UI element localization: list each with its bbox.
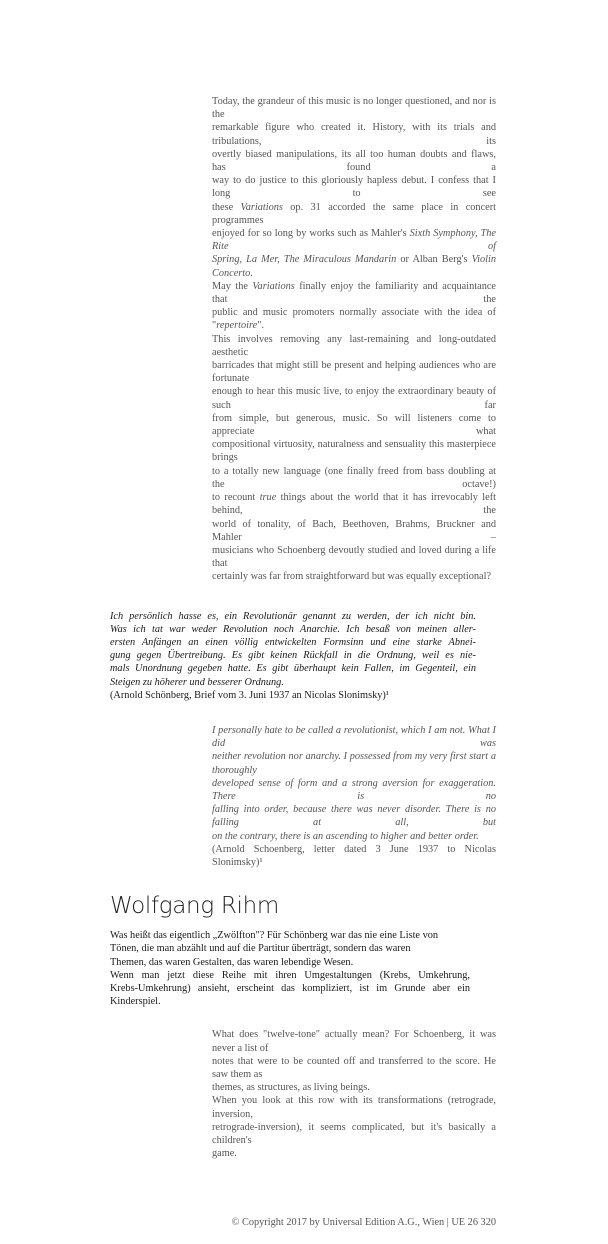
- text-line: [110, 610, 476, 623]
- text-line: [212, 174, 496, 200]
- italic-text: Steigen zu höherer und besserer Ordnung.: [110, 676, 284, 688]
- text: Tönen, die man abzählt und auf die Partitur überträgt, sondern das waren: [110, 943, 411, 955]
- text-line: [110, 623, 476, 636]
- text-line: [212, 385, 496, 411]
- italic-text: Was ich tat war weder Revolution noch Anarchie. Ich besaß von meinen aller-: [110, 623, 476, 635]
- text: finally enjoy the familiarity and acquaintance that the: [212, 280, 496, 306]
- text: enough to hear this music live, to enjoy the extraordinary beauty of such far: [212, 386, 496, 411]
- essay-english: [212, 95, 496, 584]
- text-line: [212, 253, 496, 279]
- text-line: [212, 803, 496, 829]
- quote-german: [110, 610, 476, 702]
- italic-text: Sixth Symphony, The Rite of: [212, 228, 496, 253]
- text-line: [110, 969, 470, 982]
- text-line: [212, 412, 496, 438]
- text-line: [212, 491, 496, 517]
- italic-text: developed sense of form and a strong aversion for exaggeration. There is no: [212, 777, 496, 802]
- text-line: [110, 689, 476, 702]
- text: compositional virtuosity, naturalness and sensuality this masterpiece brings: [212, 439, 496, 464]
- italic-text: Violin Concerto.: [212, 254, 496, 279]
- text: from simple, but generous, music. So will listeners come to appreciate what: [212, 412, 496, 438]
- text-line: [110, 929, 470, 942]
- text-line: [110, 982, 470, 995]
- text: way to do justice to this gloriously hapless debut. I confess that I long to see: [212, 175, 496, 200]
- text: Today, the grandeur of this music is no longer questioned, and nor is the: [212, 96, 496, 121]
- text: Krebs-Umkehrung) ansieht, erscheint das kompliziert, ist im Grunde aber ein: [110, 982, 470, 994]
- quote-english: [212, 724, 496, 869]
- text-line: [212, 1094, 496, 1120]
- text-line: [212, 465, 496, 491]
- copyright-footer: © Copyright 2017 by Universal Edition A.G., Wien | UE 26 320: [231, 1217, 496, 1229]
- italic-text: on the contrary, there is an ascending to higher and better order.: [212, 830, 479, 842]
- text-line: [110, 676, 476, 689]
- text-line: [212, 843, 496, 869]
- italic-text: ersten Anfängen an einen völlig entwickelten Formsinn und eine starke Abnei-: [110, 636, 476, 648]
- text: themes, as structures, as living beings.: [212, 1082, 370, 1094]
- text-line: [110, 956, 470, 969]
- text: (Arnold Schönberg, Brief vom 3. Juni 1937 an Nicolas Slonimsky)¹: [110, 689, 389, 701]
- text: world of tonality, of Bach, Beethoven, Brahms, Bruckner and Mahler –: [212, 518, 496, 543]
- text: Was heißt das eigentlich „Zwölfton"? Für Schönberg war das nie eine Liste von: [110, 930, 439, 942]
- text: barricades that might still be present and helping audiences who are fortunate: [212, 360, 496, 385]
- text-line: [212, 570, 496, 583]
- text: retrograde-inversion), it seems complicated, but it's basically a children's: [212, 1121, 496, 1147]
- text-line: [212, 1028, 496, 1054]
- text-line: [212, 1147, 496, 1160]
- text: these: [212, 201, 241, 213]
- italic-text: repertoire: [216, 320, 258, 332]
- text-line: [212, 750, 496, 776]
- text-line: [212, 333, 496, 359]
- italic-text: Variations: [240, 201, 283, 213]
- italic-text: true: [259, 492, 277, 504]
- text-line: [212, 280, 496, 306]
- text: When you look at this row with its transformations (retrograde, inversion,: [212, 1095, 496, 1120]
- text: notes that were to be counted off and transferred to the score. He saw them as: [212, 1055, 496, 1080]
- text: or Alban Berg's: [396, 254, 472, 266]
- text: certainly was far from straightforward but was equally exceptional?: [212, 571, 492, 583]
- italic-text: Variations: [252, 280, 295, 292]
- text: remarkable figure who created it. History, with its trials and tribulations, its: [212, 122, 496, 147]
- text-line: [212, 95, 496, 121]
- text: This involves removing any last-remaining and long-outdated aesthetic: [212, 333, 496, 358]
- text: op. 31 accorded the same place in concert programmes: [212, 201, 497, 226]
- text-line: [212, 201, 496, 227]
- section-heading: Wolfgang Rihm: [110, 893, 279, 920]
- text: Themen, das waren Gestalten, das waren lebendige Wesen.: [110, 956, 354, 968]
- italic-text: neither revolution nor anarchy. I possessed from my very first start a thoroughly: [212, 751, 496, 776]
- text: to a totally new language (one finally freed from bass doubling at the octave!): [212, 465, 496, 490]
- text-line: [212, 777, 496, 803]
- text-line: [110, 995, 470, 1008]
- text-line: [110, 636, 476, 649]
- text-line: [212, 121, 496, 147]
- text: musicians who Schoenberg devoutly studied and loved during a life that: [212, 544, 496, 570]
- text-line: [110, 942, 470, 955]
- text: things about the world that it has irrevocably left behind, the: [212, 492, 496, 517]
- text-line: [212, 724, 496, 750]
- text-line: [110, 662, 476, 675]
- text: What does "twelve-tone" actually mean? For Schoenberg, it was never a list of: [212, 1029, 496, 1054]
- text-line: [110, 649, 476, 662]
- text-line: [212, 1055, 496, 1081]
- text: public and music promoters normally associate with the idea of ": [212, 307, 496, 332]
- text-line: [212, 306, 496, 332]
- italic-text: Spring, La Mer, The Miraculous Mandarin: [212, 254, 397, 266]
- rihm-english: [212, 1028, 496, 1160]
- text-line: [212, 438, 496, 464]
- text-line: [212, 1081, 496, 1094]
- text: ".: [257, 320, 264, 332]
- text-line: [212, 227, 496, 253]
- italic-text: I personally hate to be called a revolutionist, which I am not. What I did was: [212, 724, 496, 750]
- text-line: [212, 830, 496, 843]
- text: overtly biased manipulations, its all too human doubts and flaws, has found a: [212, 148, 496, 174]
- text: enjoyed for so long by works such as Mahler's: [212, 228, 410, 240]
- text-line: [212, 148, 496, 174]
- italic-text: Ich persönlich hasse es, ein Revolutionär genannt zu werden, der ich nicht bin.: [110, 610, 476, 622]
- text-line: [212, 544, 496, 570]
- text-line: [212, 518, 496, 544]
- text: game.: [212, 1148, 237, 1160]
- text: (Arnold Schoenberg, letter dated 3 June 1937 to Nicolas Slonimsky)¹: [212, 843, 496, 868]
- text-line: [212, 359, 496, 385]
- rihm-german: [110, 929, 470, 1008]
- italic-text: mals Unordnung gegeben hatte. Es gibt überhaupt kein Fallen, im Gegenteil, ein: [110, 663, 476, 675]
- text: Kinderspiel.: [110, 996, 161, 1008]
- text: May the: [212, 280, 253, 292]
- italic-text: falling into order, because there was never disorder. There is no falling at all, but: [212, 804, 496, 829]
- text: to recount: [212, 492, 260, 504]
- text-line: [212, 1121, 496, 1147]
- italic-text: gung gegen Übertreibung. Es gibt keinen Rückfall in die Ordnung, weil es nie-: [110, 650, 476, 662]
- text: Wenn man jetzt diese Reihe mit ihren Umgestaltungen (Krebs, Umkehrung,: [110, 969, 470, 981]
